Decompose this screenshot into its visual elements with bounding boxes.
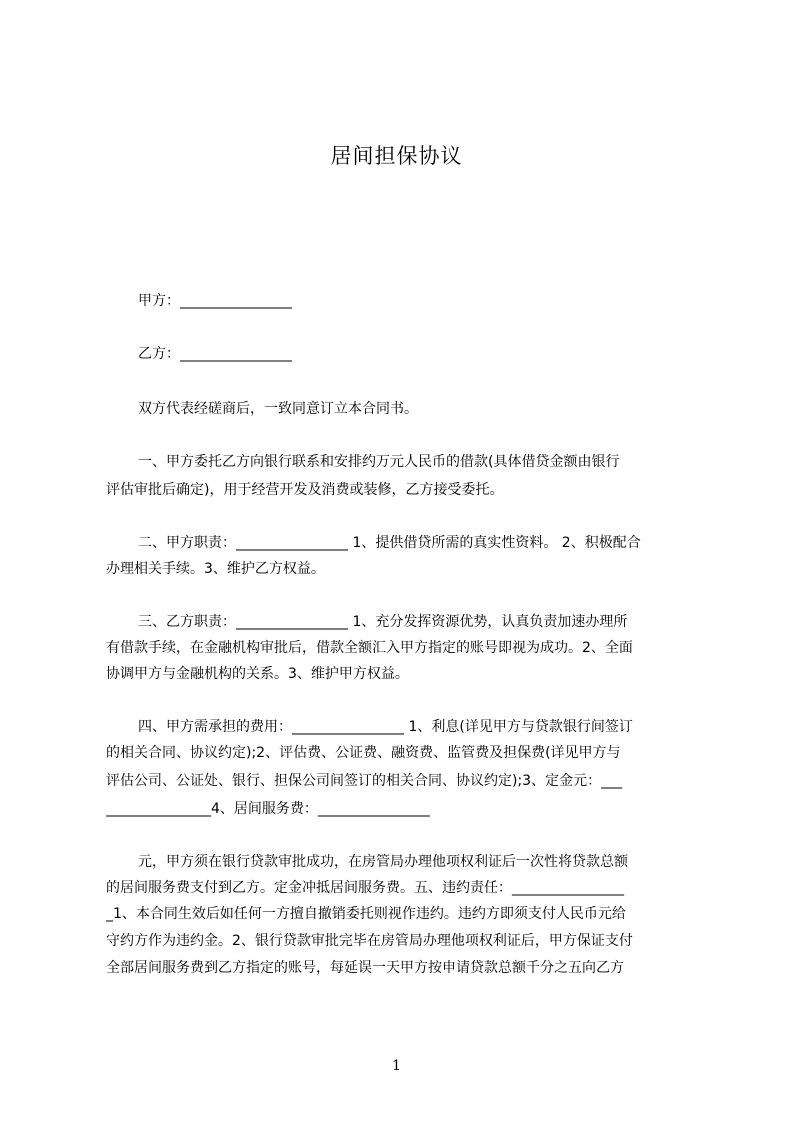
fee-paragraph-line-3: _1、本合同生效后如任何一方擅自撤销委托则视作违约。违约方即须支付人民币元给	[106, 906, 626, 922]
clause-4-line-4: _______________4、居间服务费：________________	[106, 801, 430, 817]
page-number: 1	[392, 1058, 401, 1074]
clause-3-line-1: 三、乙方职责：________________ 1、充分发挥资源优势，认真负责加速办理所	[138, 614, 628, 630]
agreement-intro: 双方代表经磋商后，一致同意订立本合同书。	[138, 401, 418, 417]
fee-paragraph-line-2: 的居间服务费支付到乙方。定金冲抵居间服务费。五、违约责任：________________	[106, 880, 624, 896]
party-b-line: 乙方：________________	[138, 346, 292, 362]
clause-4-line-1: 四、甲方需承担的费用：________________ 1、利息(详见甲方与贷款银行间签订	[138, 719, 633, 735]
clause-4-line-3: 评估公司、公证处、银行、担保公司间签订的相关合同、协议约定);3、定金元：___	[106, 773, 623, 789]
clause-3-line-2: 有借款手续，在金融机构审批后，借款全额汇入甲方指定的账号即视为成功。2、全面	[106, 640, 633, 656]
clause-4-line-2: 的相关合同、协议约定);2、评估费、公证费、融资费、监管费及担保费(详见甲方与	[106, 745, 621, 761]
document-title: 居间担保协议	[330, 144, 463, 168]
fee-paragraph-line-1: 元，甲方须在银行贷款审批成功，在房管局办理他项权利证后一次性将贷款总额	[138, 854, 628, 870]
clause-2-line-2: 办理相关手续。3、维护乙方权益。	[106, 561, 325, 577]
party-a-line: 甲方：________________	[138, 293, 292, 309]
clause-3-line-3: 协调甲方与金融机构的关系。3、维护甲方权益。	[106, 666, 409, 682]
clause-2-line-1: 二、甲方职责：________________ 1、提供借贷所需的真实性资料。 2、积极配合	[138, 535, 641, 551]
clause-1-line-2: 评估审批后确定)，用于经营开发及消费或装修，乙方接受委托。	[106, 482, 504, 498]
clause-1-line-1: 一、甲方委托乙方向银行联系和安排约万元人民币的借款(具体借贷金额由银行	[138, 454, 620, 470]
fee-paragraph-line-4: 守约方作为违约金。2、银行贷款审批完毕在房管局办理他项权利证后，甲方保证支付	[106, 933, 633, 949]
fee-paragraph-line-5: 全部居间服务费到乙方指定的账号，每延误一天甲方按申请贷款总额千分之五向乙方	[106, 960, 624, 976]
